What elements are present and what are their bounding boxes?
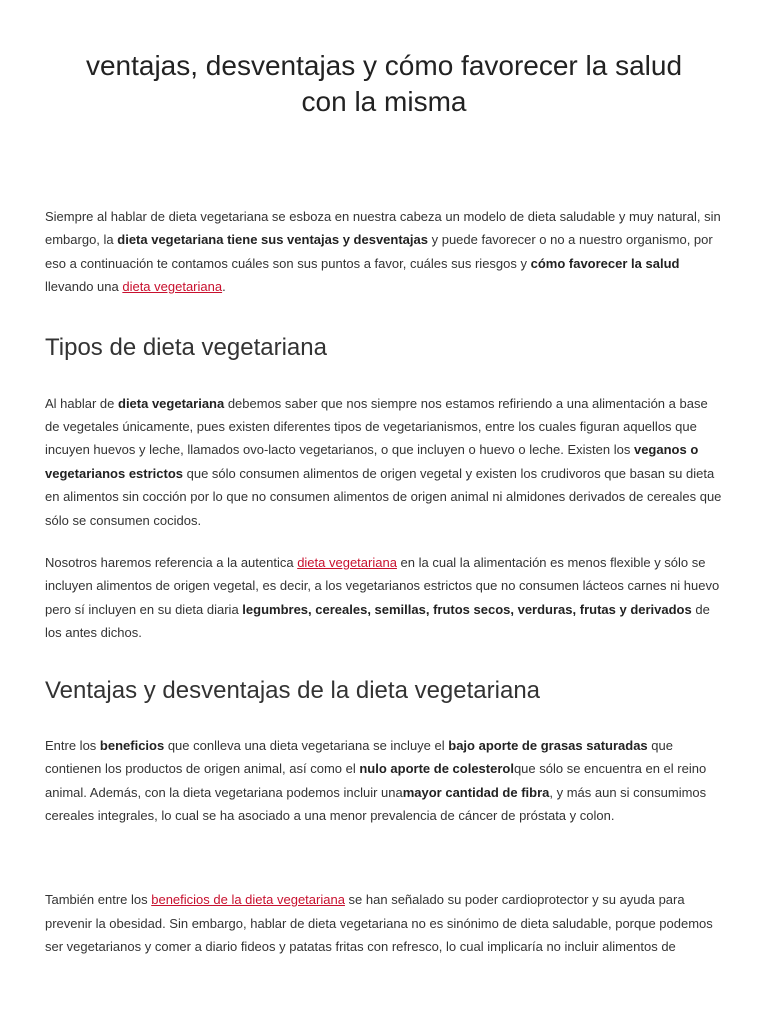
text-span: Entre los (45, 737, 100, 753)
section-heading-tipos: Tipos de dieta vegetariana (45, 333, 327, 361)
text-span: llevando una (45, 279, 123, 295)
section-heading-ventajas: Ventajas y desventajas de la dieta vegetariana (45, 676, 541, 704)
text-span: Nosotros haremos referencia a la autentica (45, 555, 298, 571)
text-span: que contienen los productos de origen animal, así como el (45, 737, 673, 777)
text-span: . (222, 279, 226, 295)
bold-text: cómo favorecer la salud (530, 255, 680, 271)
link-dieta-vegetariana[interactable]: dieta vegetariana (297, 555, 397, 571)
intro-paragraph (45, 205, 723, 299)
text-span: en la cual la alimentación es menos flexible y sólo se incluyen alimentos de origen vegetal, es decir, a los vegetarianos estrictos que no consumen lácteos carnes ni huevo pero sí incluyen en su dieta diaria (45, 555, 720, 617)
text-span: , y más aun si consumimos cereales integrales, lo cual se ha asociado a una menor prevalencia de cáncer de próstata y colon. (45, 784, 707, 823)
text-span: y puede favorecer o no a nuestro organismo, por eso a continuación te contamos cuáles son sus puntos a favor, cuáles sus riesgos y (45, 232, 713, 271)
text-span: se han señalado su poder cardioprotector y su ayuda para prevenir la obesidad. Sin embargo, hablar de dieta vegetariana no es sinónimo de dieta saludable, porque podemos ser vegetarianos y comer a diario fideos y patatas fritas con refresco, lo cual implicaría no incluir alimentos de (45, 892, 713, 955)
text-span: También entre los (45, 892, 152, 908)
text-span: que sólo se encuentra en el reino animal. Además, con la dieta vegetariana podemos incluir una (45, 761, 707, 800)
ventajas-paragraph-2 (45, 888, 723, 958)
bold-text: legumbres, cereales, semillas, frutos secos, verduras, frutas y derivados (242, 601, 692, 617)
tipos-paragraph-2 (45, 551, 723, 645)
tipos-paragraph-1 (45, 392, 723, 532)
text-span: que conlleva una dieta vegetariana se incluye el (164, 737, 449, 753)
bold-text: beneficios (99, 737, 165, 753)
text-span: Al hablar de (45, 395, 118, 411)
bold-text: dieta vegetariana (118, 395, 225, 411)
text-span: de los antes dichos. (45, 601, 710, 641)
text-span: Siempre al hablar de dieta vegetariana se esboza en nuestra cabeza un modelo de dieta saludable y muy natural, sin embargo, la (45, 209, 721, 248)
bold-text: bajo aporte de grasas saturadas (448, 737, 648, 753)
text-span: debemos saber que nos siempre nos estamos refiriendo a una alimentación a base de vegetales únicamente, pues existen diferentes tipos de vegetarianismos, entre los cuales figuran aquellos que incuyen huevos y leche, llamados ovo-lacto vegetarianos, o que incluyen o huevo o leche. Existen los (45, 395, 708, 458)
bold-text: dieta vegetariana tiene sus ventajas y desventajas (117, 232, 428, 248)
link-dieta-vegetariana[interactable]: dieta vegetariana (122, 279, 223, 295)
bold-text: mayor cantidad de fibra (402, 784, 550, 800)
bold-text: nulo aporte de colesterol (359, 761, 514, 777)
text-span: que sólo consumen alimentos de origen vegetal y existen los crudivoros que basan su dieta en alimentos sin cocción por lo que no consumen alimentos de origen animal ni almidones derivados de cereales que sólo se consumen cocidos. (45, 465, 722, 528)
link-beneficios-dieta-vegetariana[interactable]: beneficios de la dieta vegetariana (151, 892, 345, 908)
bold-text: veganos o vegetarianos estrictos (45, 442, 699, 481)
ventajas-paragraph-1 (45, 734, 723, 828)
article-title: ventajas, desventajas y cómo favorecer la salud con la misma (85, 50, 683, 117)
